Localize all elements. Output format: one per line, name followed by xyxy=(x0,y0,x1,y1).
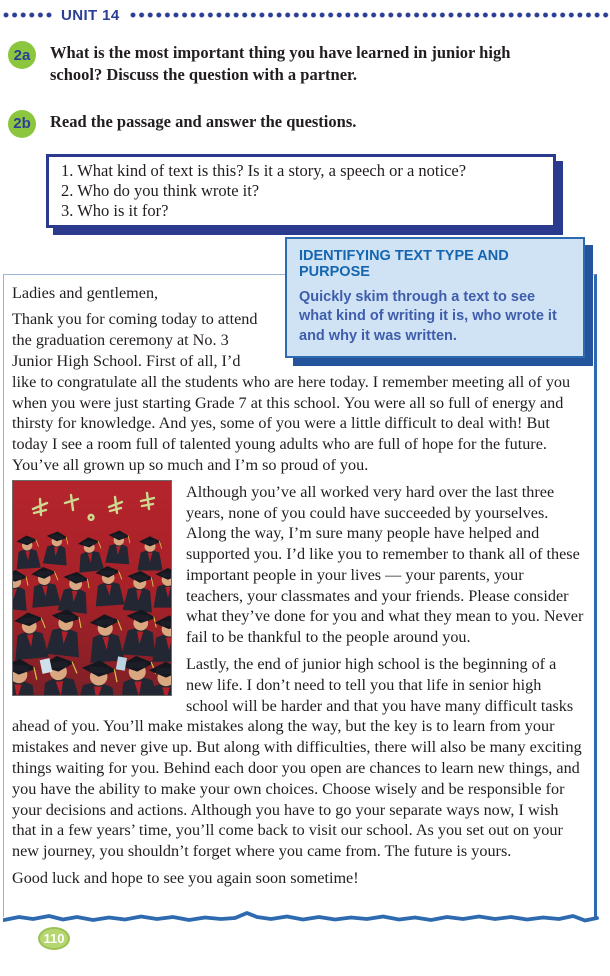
passage-box xyxy=(3,274,597,917)
question-1: 1. What kind of text is this? Is it a story, a speech or a notice? xyxy=(61,160,467,180)
passage-container xyxy=(3,247,597,917)
tip-box-title: IDENTIFYING TEXT TYPE AND PURPOSE xyxy=(299,247,509,281)
graduation-ceremony-photo xyxy=(12,480,172,696)
question-2: 2. Who do you think wrote it? xyxy=(61,180,260,200)
passage-closing: Good luck and hope to see you again soon sometime! xyxy=(12,869,359,888)
passage-salutation: Ladies and gentlemen, xyxy=(12,283,159,302)
torn-edge-wavy-line-icon xyxy=(3,908,599,926)
tip-box xyxy=(285,237,585,359)
passage-paragraph-2: Although you’ve all worked very hard over the last three years, none of you could have succeeded by yourselves. Along the way, I’m sure many people have helped and supported you. I’d like you to remember to thank all of these important people in your lives — your parents, your teachers, your classmates and your friends. Please consider what they’ve done for you and what they mean to you. Never fail to be thankful to the people around you. xyxy=(186,482,584,647)
task-badge-2a: 2a xyxy=(8,41,36,69)
graduation-photo-illustration xyxy=(13,481,171,695)
passage-paragraph-3: Lastly, the end of junior high school is the beginning of a new life. I don’t need to tell you that life in senior high school will be harder and that you have many difficult tasks ahead of you. You’ll make mistakes along the way, but the key is to learn from your mistakes and never give up. But along with difficulties, there will also be many exciting things waiting for you. Behind each door you open are chances to learn new things, and you have the ability to make your own choices. Choose wisely and be responsible for your decisions and actions. Although you have to go your separate ways now, I wish that in a few years’ time, you’ll come back to visit our school. As you set out on your new journey, you shouldn’t forget where you came from. The future is yours. xyxy=(12,655,582,861)
task-2a xyxy=(8,40,610,86)
question-3: 3. Who is it for? xyxy=(61,200,169,220)
tip-box-body: Quickly skim through a text to see what kind of writing it is, who wrote it and why it was written. xyxy=(299,288,557,344)
passage-paragraph-1: Thank you for coming today to attend the graduation ceremony at No. 3 Junior High School. First of all, I’d like to congratulate all the students who are here today. I remember meeting all of you when you were just starting Grade 7 at this school. You were all so full of energy and thirsty for knowledge. And yes, some of you were a little difficult to deal with! But today I see a room full of talented young adults who are full of hope for the future. You’ve all grown up so much and I’m so proud of you. xyxy=(12,310,571,474)
dotted-rule-left-icon xyxy=(2,10,52,20)
unit-title: UNIT 14 xyxy=(61,6,120,24)
unit-header xyxy=(0,8,610,22)
task-2b-instruction: Read the passage and answer the questions. xyxy=(50,111,357,131)
page-number-badge: 110 xyxy=(38,927,70,950)
dotted-rule-right-icon xyxy=(129,10,610,20)
task-2a-instruction: What is the most important thing you have learned in junior high school? Discuss the question with a partner. xyxy=(50,43,511,84)
task-2b xyxy=(8,109,610,138)
questions-box xyxy=(46,154,556,228)
task-badge-2b: 2b xyxy=(8,110,36,138)
